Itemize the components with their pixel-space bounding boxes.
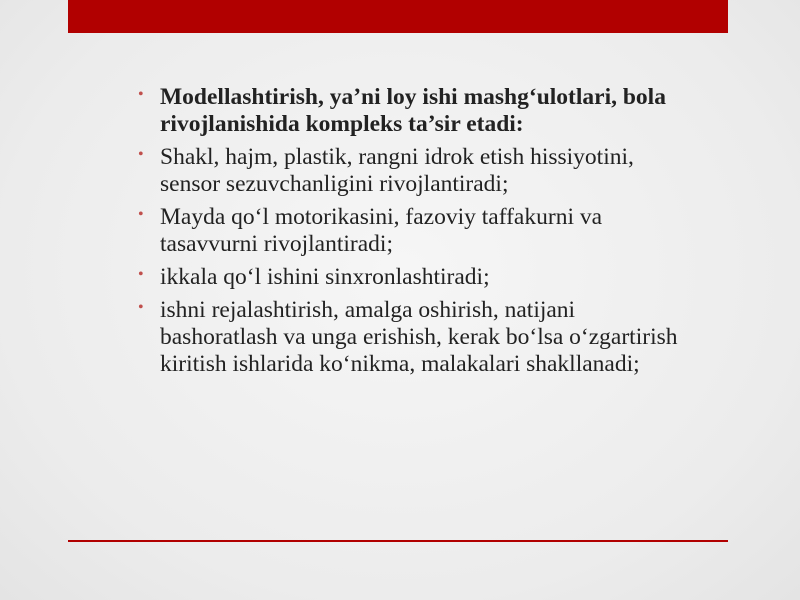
bullet-list: [138, 84, 698, 378]
bullet-item-3: [138, 204, 698, 258]
bullet-dot-icon: •: [138, 146, 144, 163]
bullet-item-4: [138, 264, 698, 291]
bullet-dot-icon: •: [138, 86, 144, 103]
bullet-text: ishni rejalashtirish, amalga oshirish, natijani bashoratlash va unga erishish, kerak bo‘lsa o‘zgartirish kiritish ishlarida ko‘nikma, malakalari shakllanadi;: [160, 297, 678, 377]
bullet-text: ikkala qo‘l ishini sinxronlashtiradi;: [160, 264, 490, 290]
bullet-text: Mayda qo‘l motorikasini, fazoviy taffakurni va tasavvurni rivojlantiradi;: [160, 204, 603, 257]
slide-content: [138, 84, 698, 384]
bottom-divider: [68, 540, 728, 542]
bullet-dot-icon: •: [138, 299, 144, 316]
bullet-item-2: [138, 144, 698, 198]
bullet-item-5: [138, 297, 698, 378]
bullet-dot-icon: •: [138, 266, 144, 283]
bullet-item-1: [138, 84, 698, 138]
bullet-dot-icon: •: [138, 206, 144, 223]
bullet-text: Shakl, hajm, plastik, rangni idrok etish hissiyotini, sensor sezuvchanligini rivojlantiradi;: [160, 144, 634, 197]
top-accent-bar: [68, 0, 728, 33]
bullet-text: Modellashtirish, ya’ni loy ishi mashg‘ulotlari, bola rivojlanishida kompleks ta’sir etadi:: [160, 84, 666, 137]
